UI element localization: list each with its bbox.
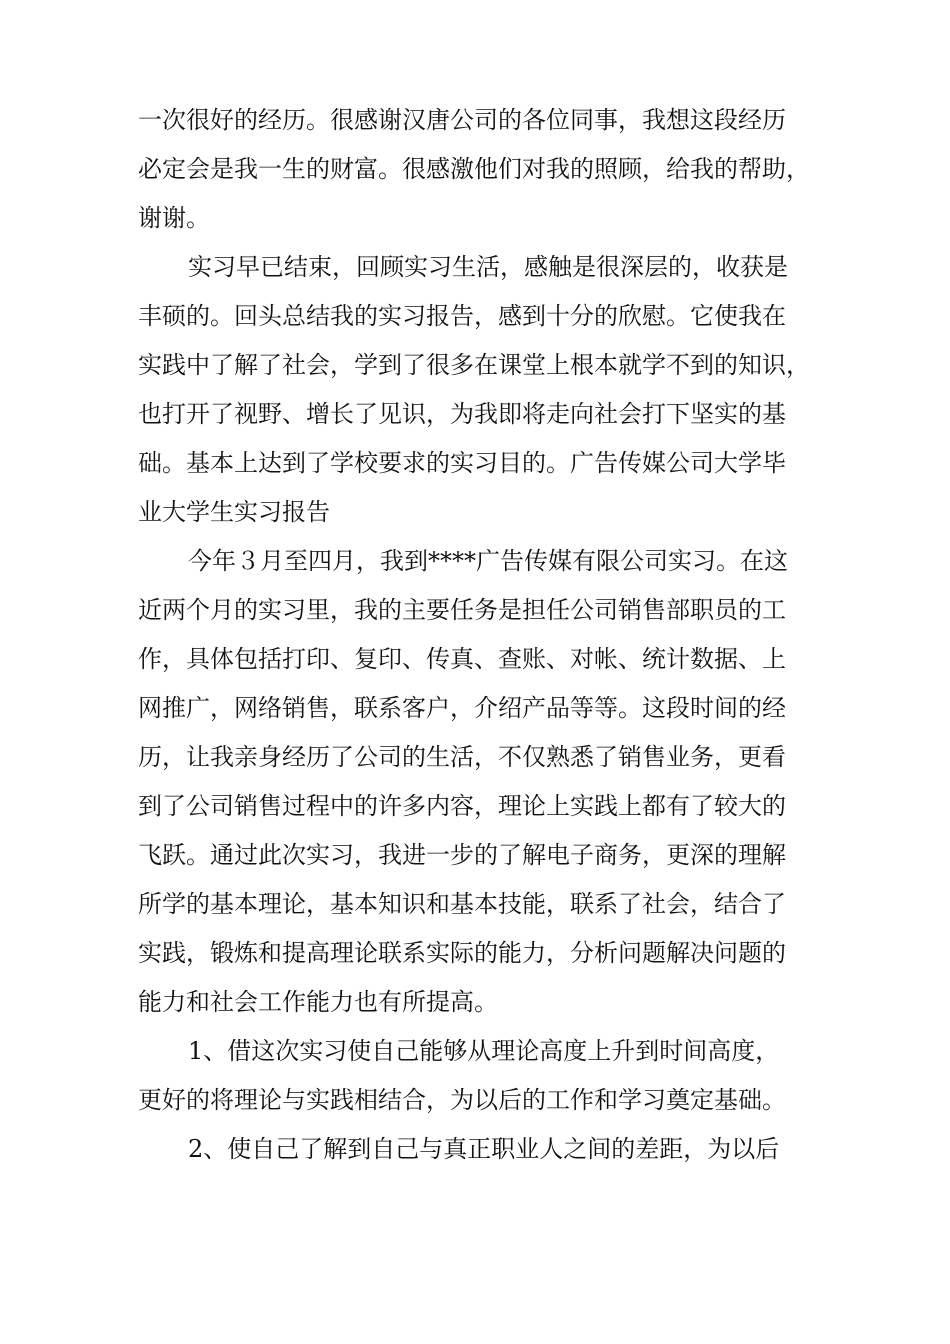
text-line: 实践中了解了社会，学到了很多在课堂上根本就学不到的知识， — [138, 351, 810, 379]
text-line: 近两个月的实习里，我的主要任务是担任公司销售部职员的工 — [138, 596, 786, 624]
text-line: 丰硕的。回头总结我的实习报告，感到十分的欣慰。它使我在 — [138, 302, 786, 330]
paragraph-1 — [138, 96, 838, 243]
text-line: 到了公司销售过程中的许多内容，理论上实践上都有了较大的 — [138, 792, 786, 820]
text-line: 更好的将理论与实践相结合，为以后的工作和学习奠定基础。 — [138, 1086, 786, 1114]
paragraph-4 — [138, 1027, 838, 1125]
text-line: 所学的基本理论，基本知识和基本技能，联系了社会，结合了 — [138, 890, 786, 918]
text-line: 历，让我亲身经历了公司的生活，不仅熟悉了销售业务，更看 — [138, 743, 786, 771]
text-line: 网推广，网络销售，联系客户，介绍产品等等。这段时间的经 — [138, 694, 786, 722]
text-line: 1、借这次实习使自己能够从理论高度上升到时间高度， — [188, 1037, 780, 1065]
text-line: 必定会是我一生的财富。很感激他们对我的照顾，给我的帮助， — [138, 155, 810, 183]
text-line: 一次很好的经历。很感谢汉唐公司的各位同事，我想这段经历 — [138, 106, 786, 134]
text-line: 今年３月至四月，我到****广告传媒有限公司实习。在这 — [188, 547, 788, 575]
document-page — [138, 96, 838, 1174]
text-line: 飞跃。通过此次实习，我进一步的了解电子商务，更深的理解 — [138, 841, 786, 869]
text-line: 谢谢。 — [138, 204, 210, 232]
text-line: 实习早已结束，回顾实习生活，感触是很深层的，收获是 — [188, 253, 788, 281]
text-line: 作，具体包括打印、复印、传真、查账、对帐、统计数据、上 — [138, 645, 786, 673]
text-line: 2、使自己了解到自己与真正职业人之间的差距，为以后 — [188, 1135, 780, 1163]
text-line: 能力和社会工作能力也有所提高。 — [138, 988, 498, 1016]
text-line: 实践，锻炼和提高理论联系实际的能力，分析问题解决问题的 — [138, 939, 786, 967]
paragraph-2 — [138, 243, 838, 537]
text-line: 础。基本上达到了学校要求的实习目的。广告传媒公司大学毕 — [138, 449, 786, 477]
paragraph-3 — [138, 537, 838, 1027]
text-line: 也打开了视野、增长了见识，为我即将走向社会打下坚实的基 — [138, 400, 786, 428]
paragraph-5 — [138, 1125, 838, 1174]
text-line: 业大学生实习报告 — [138, 498, 330, 526]
